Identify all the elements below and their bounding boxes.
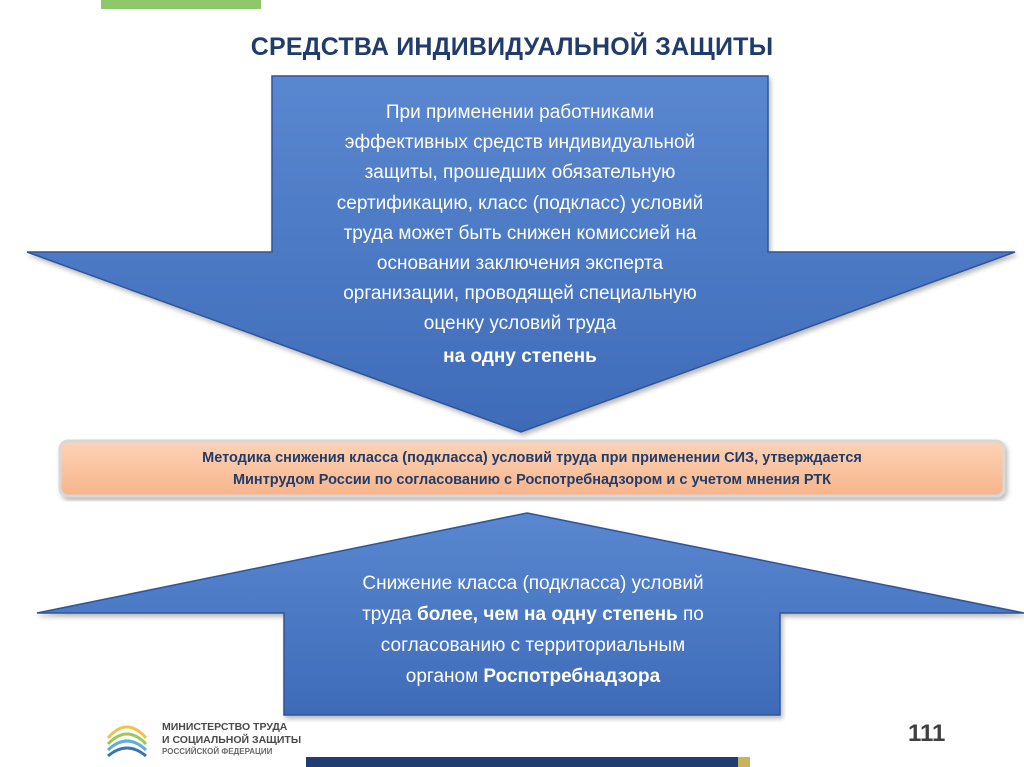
- lower-line-2: [288, 599, 778, 630]
- lower-line-4-bold: Роспотребнадзора: [483, 666, 661, 687]
- slide-title: СРЕДСТВА ИНДИВИДУАЛЬНОЙ ЗАЩИТЫ: [250, 33, 774, 61]
- upper-line: оценку условий труда: [423, 313, 617, 335]
- upper-line: основании заключения эксперта: [376, 253, 664, 275]
- note-line-1: Методика снижения класса (подкласса) условий труда при применении СИЗ, утверждается: [202, 449, 862, 466]
- ministry-name: [162, 721, 301, 759]
- upper-line: организации, проводящей специальную: [343, 283, 697, 305]
- lower-line-4: [288, 661, 778, 692]
- page-number: 111: [908, 720, 946, 747]
- org-line-3: РОССИЙСКОЙ ФЕДЕРАЦИИ: [162, 747, 273, 756]
- lower-line-4-pre: органом: [405, 666, 484, 687]
- upper-line: эффективных средств индивидуальной: [344, 132, 696, 154]
- note-text: [62, 442, 1002, 495]
- footer-bar: [306, 757, 738, 767]
- lower-line-2-pre: труда: [362, 604, 417, 625]
- org-line-1: МИНИСТЕРСТВО ТРУДА: [162, 721, 288, 733]
- upper-line: труда может быть снижен комиссией на: [343, 222, 697, 244]
- lower-arrow-text: [288, 568, 778, 692]
- upper-bold-line: на одну степень: [443, 345, 597, 367]
- lower-line-2-post: по: [677, 604, 704, 625]
- lower-line-3: согласованию с территориальным: [380, 635, 686, 656]
- upper-line: сертификацию, класс (подкласс) условий: [336, 192, 704, 214]
- lower-line-2-bold: более, чем на одну степень: [416, 604, 678, 625]
- upper-line: защиты, прошедших обязательную: [364, 162, 676, 184]
- org-line-2: И СОЦИАЛЬНОЙ ЗАЩИТЫ: [162, 733, 302, 746]
- upper-line: При применении работниками: [385, 102, 655, 123]
- upper-arrow-text: [276, 98, 764, 372]
- footer-bar-accent: [738, 757, 750, 767]
- ministry-logo-icon: [108, 727, 146, 756]
- lower-line-1: Снижение класса (подкласса) условий: [362, 573, 704, 594]
- note-line-2: Минтрудом России по согласованию с Роспотребнадзором и с учетом мнения РТК: [232, 471, 832, 488]
